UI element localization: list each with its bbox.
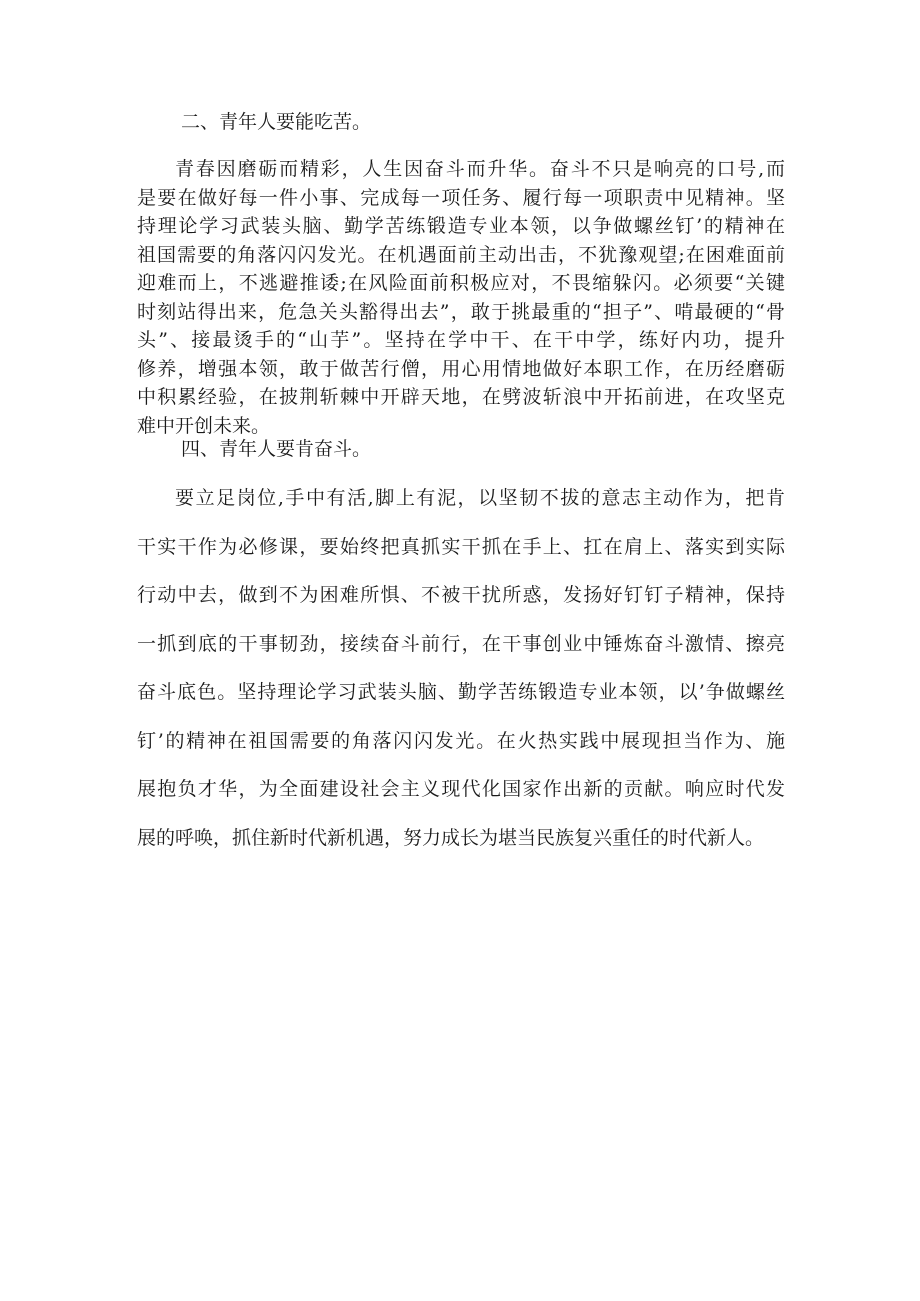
paragraph-line: 时刻站得出来，危急关头豁得出去”，敢于挑最重的“担子”、啃最硬的“骨 xyxy=(137,300,785,323)
section-2-paragraph xyxy=(137,155,785,440)
paragraph-line: 修养，增强本领，敢于做苦行僧，用心用情地做好本职工作，在历经磨砺 xyxy=(137,357,785,380)
paragraph-line: 干实干作为必修课，要始终把真抓实干抓在手上、扛在肩上、落实到实际 xyxy=(137,535,785,558)
paragraph-line: 钉’的精神在祖国需要的角落闪闪发光。在火热实践中展现担当作为、施 xyxy=(137,729,785,752)
section-heading-2: 二、青年人要能吃苦。 xyxy=(181,111,372,133)
paragraph-line: 展抱负才华，为全面建设社会主义现代化国家作出新的贡献。响应时代发 xyxy=(137,778,785,800)
paragraph-line: 行动中去，做到不为困难所惧、不被干扰所惑，发扬好钉钉子精神，保持 xyxy=(137,584,785,606)
paragraph-line: 中积累经验，在披荆斩棘中开辟天地，在劈波斩浪中开拓前进，在攻坚克 xyxy=(137,386,785,408)
paragraph-line: 一抓到底的干事韧劲，接续奋斗前行，在干事创业中锤炼奋斗激情、擦亮 xyxy=(137,632,785,655)
paragraph-line: 奋斗底色。坚持理论学习武装头脑、勤学苦练锻造专业本领，以’争做螺丝 xyxy=(137,681,785,703)
section-4-paragraph xyxy=(137,486,785,874)
paragraph-line: 迎难而上，不逃避推诿;在风险面前积极应对，不畏缩躲闪。必须要“关键 xyxy=(137,272,785,294)
paragraph-line: 青春因磨砺而精彩，人生因奋斗而升华。奋斗不只是响亮的口号,而 xyxy=(175,158,785,180)
paragraph-line: 难中开创未来。 xyxy=(137,414,271,437)
paragraph-line: 持理论学习武装头脑、勤学苦练锻造专业本领，以争做螺丝钉’的精神在 xyxy=(137,215,785,237)
paragraph-line: 头”、接最烫手的“山芋”。坚持在学中干、在干中学，练好内功，提升 xyxy=(137,329,785,351)
section-heading-4: 四、青年人要肯奋斗。 xyxy=(181,438,372,460)
paragraph-line: 展的呼唤，抓住新时代新机遇，努力成长为堪当民族复兴重任的时代新人。 xyxy=(137,826,765,849)
paragraph-line: 是要在做好每一件小事、完成每一项任务、履行每一项职责中见精神。坚 xyxy=(137,186,785,209)
paragraph-line: 要立足岗位,手中有活,脚上有泥，以坚韧不拔的意志主动作为，把肯 xyxy=(175,487,785,509)
paragraph-line: 祖国需要的角落闪闪发光。在机遇面前主动出击，不犹豫观望;在困难面前 xyxy=(137,243,785,266)
